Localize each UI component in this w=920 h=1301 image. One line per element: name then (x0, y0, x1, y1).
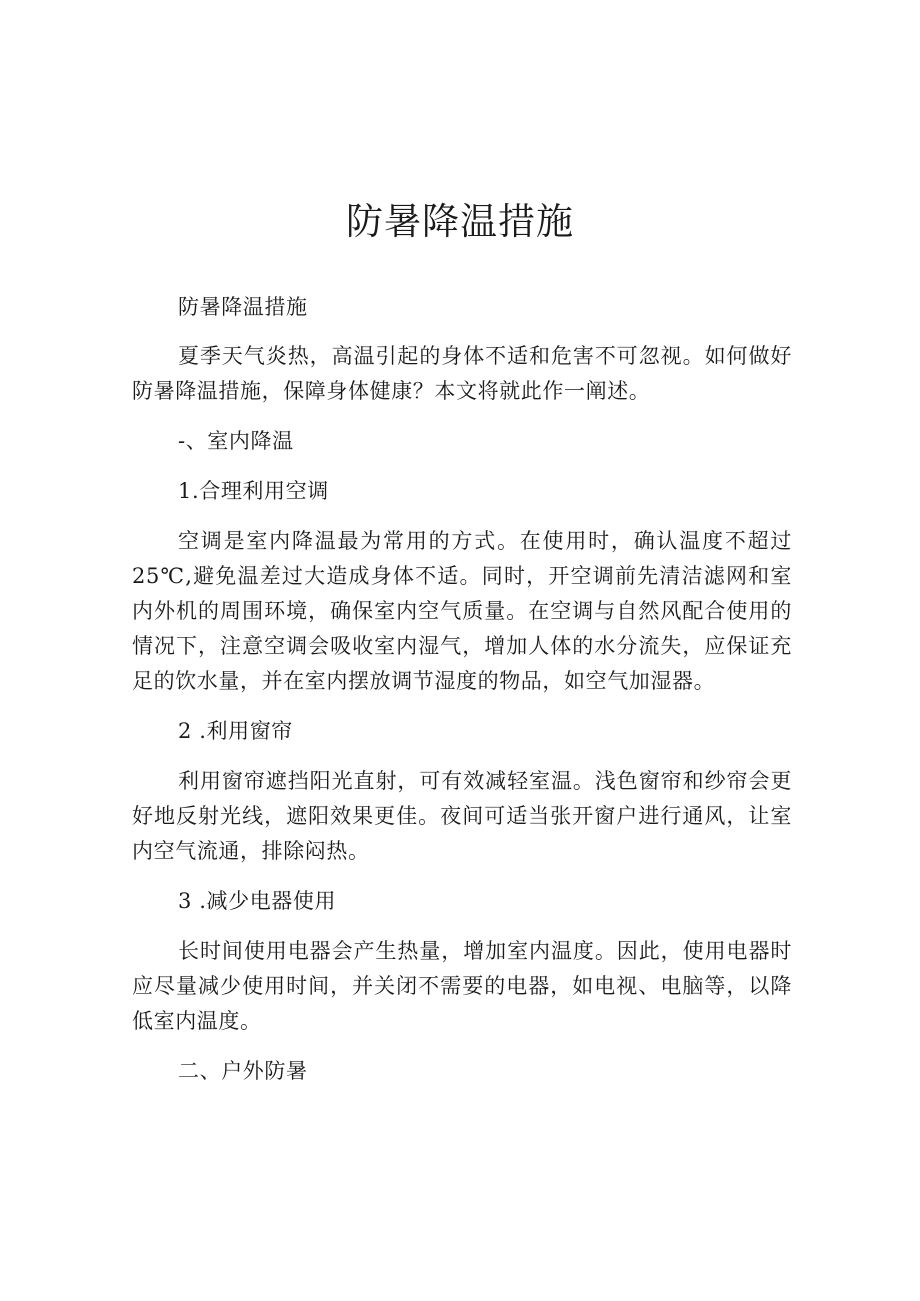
curtains-paragraph: 利用窗帘遮挡阳光直射，可有效减轻室温。浅色窗帘和纱帘会更好地反射光线，遮阳效果更佳。夜间可适当张开窗户进行通风，让室内空气流通，排除闷热。 (132, 769, 792, 863)
subheading-air-conditioner: 1.合理利用空调 (178, 479, 329, 503)
subheading-curtains: 2 .利用窗帘 (178, 719, 293, 743)
subtitle-paragraph: 防暑降温措施 (178, 295, 308, 319)
section-heading-outdoor: 二、户外防暑 (178, 1059, 308, 1083)
intro-paragraph: 夏季天气炎热，高温引起的身体不适和危害不可忽视。如何做好防暑降温措施，保障身体健康？本文将就此作一阐述。 (132, 344, 792, 403)
document-title: 防暑降温措施 (346, 200, 574, 243)
subheading-appliances: 3 .减少电器使用 (178, 889, 337, 913)
document-body (132, 290, 792, 1089)
appliances-paragraph: 长时间使用电器会产生热量，增加室内温度。因此，使用电器时应尽量减少使用时间，并关闭不需要的电器，如电视、电脑等，以降低室内温度。 (132, 939, 792, 1033)
section-heading-indoor: -、室内降温 (178, 429, 294, 453)
air-conditioner-paragraph: 空调是室内降温最为常用的方式。在使用时，确认温度不超过25℃,避免温差过大造成身体不适。同时，开空调前先清洁滤网和室内外机的周围环境，确保室内空气质量。在空调与自然风配合使用的情况下，注意空调会吸收室内湿气，增加人体的水分流失，应保证充足的饮水量，并在室内摆放调节湿度的物品，如空气加湿器。 (132, 529, 792, 693)
